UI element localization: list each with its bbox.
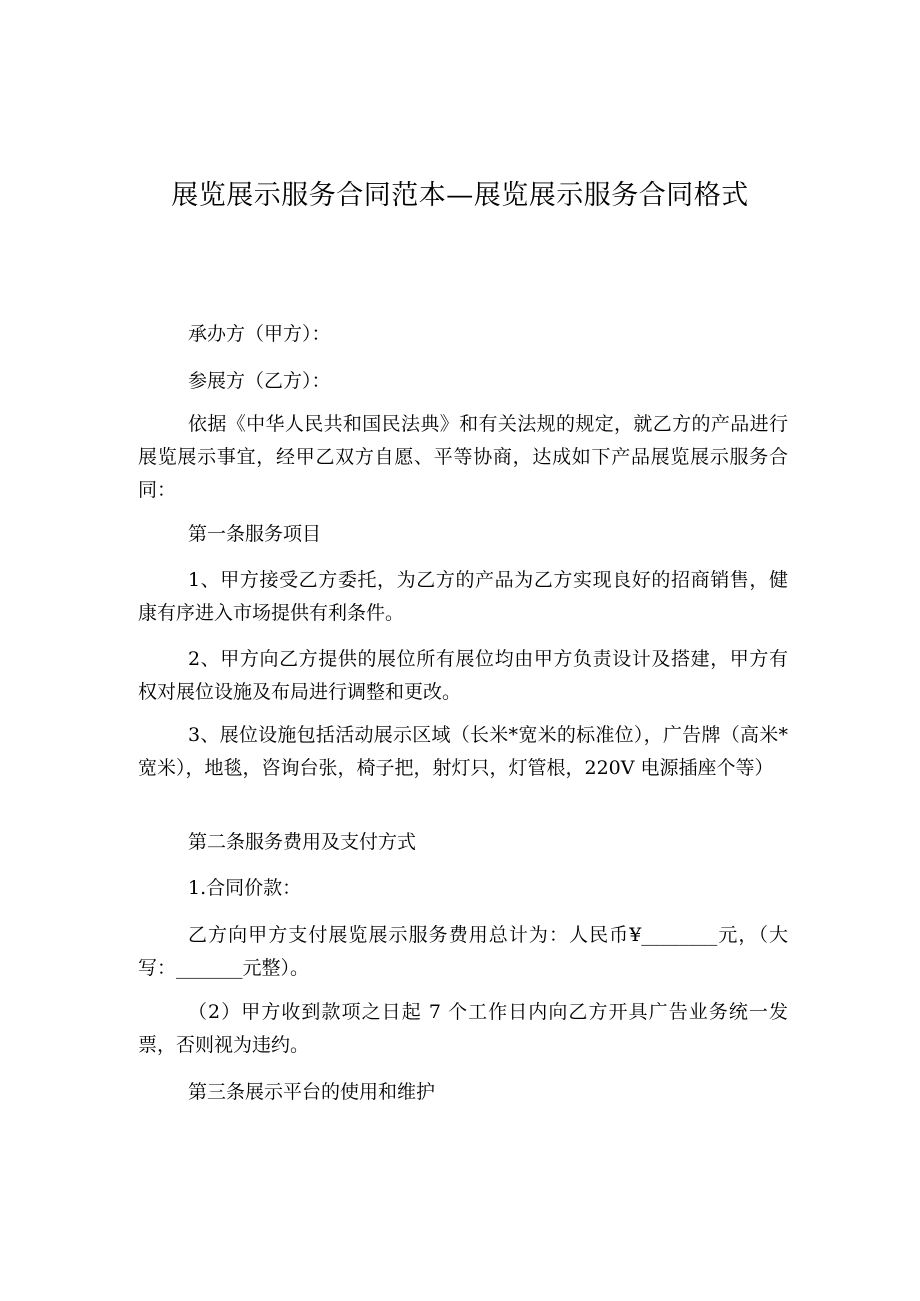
preamble-paragraph [138,408,788,507]
article-1-heading: 第一条服务项目 [188,523,322,545]
party-a-label: 承办方（甲方）： [188,323,331,345]
price-paragraph-block [138,919,788,985]
party-a-line [138,318,788,351]
price-heading-block [138,872,788,905]
preamble-text: 依据《中华人民共和国民法典》和有关法规的规定，就乙方的产品进行展览展示事宜，经甲乙双方自愿、平等协商，达成如下产品展览展示服务合同： [138,413,788,501]
article-1-item-2-block [138,643,788,709]
article-3-heading: 第三条展示平台的使用和维护 [188,1081,436,1103]
article-2-heading: 第二条服务费用及支付方式 [188,831,417,853]
article-3-heading-block [138,1076,788,1109]
invoice-paragraph-block [138,996,788,1062]
article-1-item: 1、甲方接受乙方委托，为乙方的产品为乙方实现良好的招商销售，健康有序进入市场提供有利条件。 [138,569,788,624]
article-1-heading-block [138,518,788,551]
price-heading: 1.合同价款： [188,877,302,899]
party-b-line [138,365,788,398]
article-1-item-3-block [138,719,788,785]
article-1-item: 3、展位设施包括活动展示区域（长米*宽米的标准位），广告牌（高米*宽米），地毯，咨询台张，椅子把，射灯只，灯管根，220V 电源插座个等） [138,724,788,779]
article-1-item-1-block [138,564,788,630]
price-text: 乙方向甲方支付展览展示服务费用总计为：人民币¥________元，（大写：_______元整）。 [138,924,788,979]
invoice-text: （2）甲方收到款项之日起 7 个工作日内向乙方开具广告业务统一发票，否则视为违约。 [138,1001,788,1056]
article-2-heading-block [138,826,788,859]
party-b-label: 参展方（乙方）： [188,370,331,392]
document-title: 展览展示服务合同范本—展览展示服务合同格式 [171,180,749,211]
article-1-item: 2、甲方向乙方提供的展位所有展位均由甲方负责设计及搭建，甲方有权对展位设施及布局进行调整和更改。 [138,648,788,703]
